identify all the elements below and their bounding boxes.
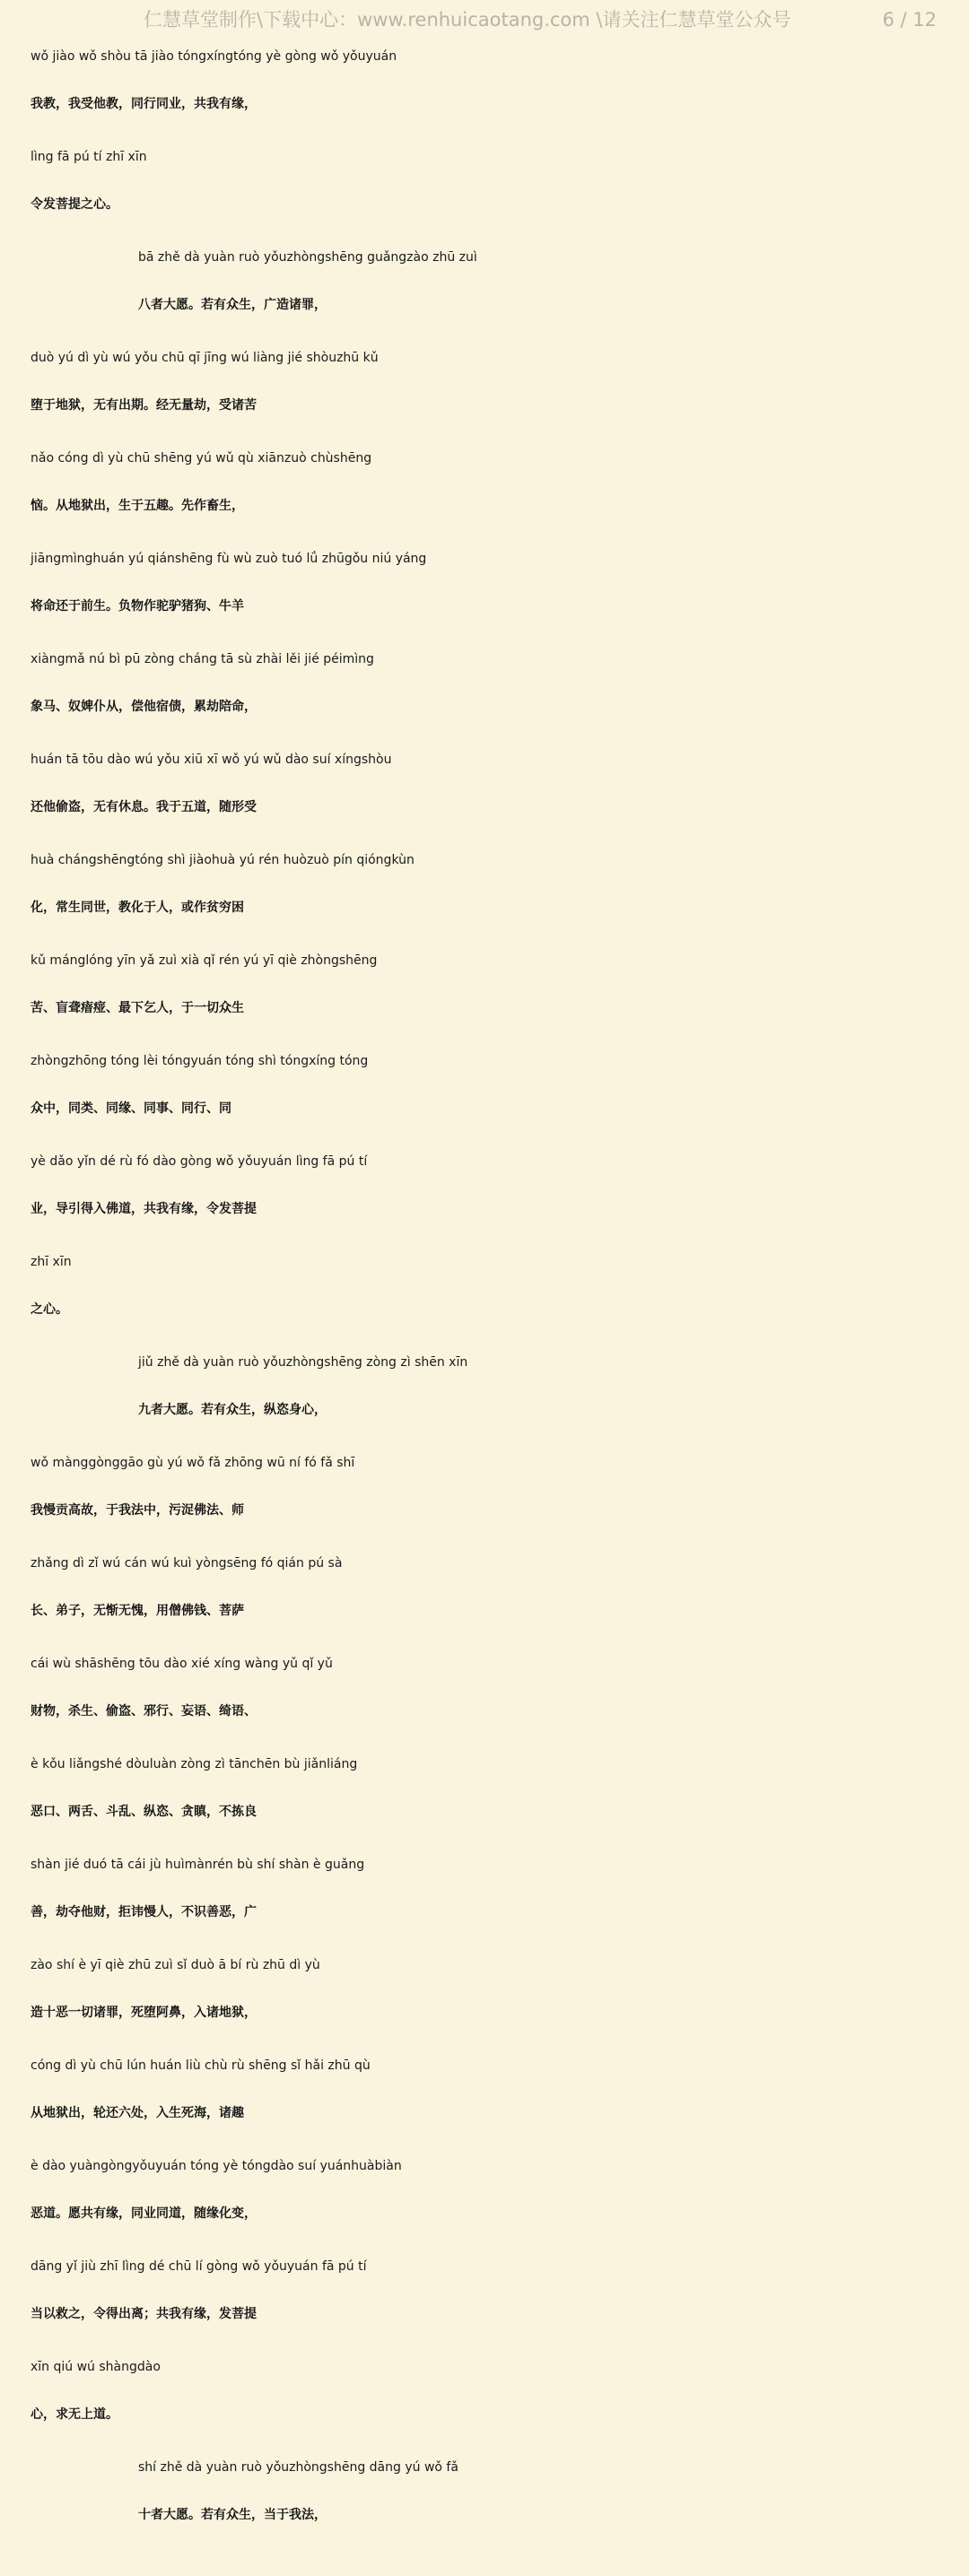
pinyin-row: jiāngmìnghuán yú qiánshēng fù wù zuò tuó lǘ zhūgǒu niú yáng — [31, 552, 427, 566]
pinyin-row: huà chángshēngtóng shì jiàohuà yú rén huòzuò pín qióngkùn — [31, 853, 415, 867]
text-line — [31, 2452, 946, 2553]
hanzi-row: 象马、奴婢仆从，偿他宿债，累劫陪命， — [31, 700, 257, 714]
text-line — [31, 1849, 946, 1950]
hanzi-row: 之心。 — [31, 1302, 68, 1317]
hanzi-row: 我慢贡高故，于我法中，污浞佛法、师 — [31, 1503, 244, 1518]
pinyin-row: zào shí è yī qiè zhū zuì sǐ duò ā bí rù zhū dì yù — [31, 1958, 320, 1972]
hanzi-row: 众中，同类、同缘、同事、同行、同 — [31, 1101, 231, 1116]
text-line — [31, 544, 946, 644]
text-line — [31, 1950, 946, 2050]
pinyin-row: kǔ mánglóng yīn yǎ zuì xià qǐ rén yú yī qiè zhòngshēng — [31, 953, 378, 968]
text-line — [31, 2352, 946, 2452]
hanzi-row: 九者大愿。若有众生，纵恣身心， — [138, 1403, 327, 1417]
pinyin-row: shàn jié duó tā cái jù huìmànrén bù shí shàn è guǎng — [31, 1858, 365, 1872]
hanzi-row: 心，求无上道。 — [31, 2407, 118, 2422]
hanzi-row: 还他偷盗，无有休息。我于五道，随形受 — [31, 800, 257, 814]
text-line — [31, 443, 946, 544]
pinyin-row: bā zhě dà yuàn ruò yǒuzhòngshēng guǎngzào zhū zuì — [138, 250, 477, 265]
pinyin-row: è kǒu liǎngshé dòuluàn zòng zì tānchēn bù jiǎnliáng — [31, 1757, 358, 1771]
pinyin-row: shí zhě dà yuàn ruò yǒuzhòngshēng dāng yú wǒ fǎ — [138, 2460, 458, 2475]
hanzi-row: 从地狱出，轮还六处，入生死海，诸趣 — [31, 2106, 244, 2120]
hanzi-row: 造十恶一切诸罪，死堕阿鼻，入诸地狱， — [31, 2006, 257, 2020]
pinyin-row: wǒ mànggònggāo gù yú wǒ fǎ zhōng wū ní fó fǎ shī — [31, 1456, 355, 1470]
pinyin-row: dāng yǐ jiù zhī lìng dé chū lí gòng wǒ yǒuyuán fā pú tí — [31, 2259, 367, 2274]
text-line — [31, 1046, 946, 1146]
pinyin-row: cóng dì yù chū lún huán liù chù rù shēng sǐ hǎi zhū qù — [31, 2058, 371, 2073]
header-info: 仁慧草堂制作\下载中心：www.renhuicaotang.com \请关注仁慧草堂公众号 — [144, 9, 791, 30]
hanzi-row: 令发菩提之心。 — [31, 197, 118, 212]
page-header — [0, 0, 969, 39]
scripture-text — [31, 41, 946, 2553]
pinyin-row: zhǎng dì zǐ wú cán wú kuì yòngsēng fó qián pú sà — [31, 1556, 343, 1571]
text-line — [31, 41, 946, 142]
hanzi-row: 八者大愿。若有众生，广造诸罪， — [138, 298, 327, 312]
pinyin-row: è dào yuàngòngyǒuyuán tóng yè tóngdào suí yuánhuàbiàn — [31, 2159, 402, 2173]
text-line — [31, 1649, 946, 1749]
pinyin-row: huán tā tōu dào wú yǒu xiū xī wǒ yú wǔ dào suí xíngshòu — [31, 753, 392, 767]
text-line — [31, 2251, 946, 2352]
pinyin-row: jiǔ zhě dà yuàn ruò yǒuzhòngshēng zòng zì shēn xīn — [138, 1355, 468, 1370]
text-line — [31, 2151, 946, 2251]
text-line — [31, 1347, 946, 1448]
text-line — [31, 744, 946, 845]
text-line — [31, 1548, 946, 1649]
hanzi-row: 财物，杀生、偷盗、邪行、妄语、绮语、 — [31, 1704, 257, 1719]
hanzi-row: 恶口、两舌、斗乱、纵恣、贪瞋，不拣良 — [31, 1805, 257, 1819]
text-line — [31, 644, 946, 744]
hanzi-row: 我教，我受他教，同行同业，共我有缘， — [31, 97, 257, 111]
page-number: 6 / 12 — [882, 9, 937, 30]
hanzi-row: 化，常生同世，教化于人，或作贫穷困 — [31, 901, 244, 915]
pinyin-row: cái wù shāshēng tōu dào xié xíng wàng yǔ qǐ yǔ — [31, 1657, 333, 1671]
hanzi-row: 十者大愿。若有众生，当于我法， — [138, 2508, 327, 2522]
pinyin-row: xīn qiú wú shàngdào — [31, 2360, 161, 2374]
hanzi-row: 当以救之，令得出离；共我有缘，发菩提 — [31, 2307, 257, 2321]
hanzi-row: 将命还于前生。负物作驼驴猪狗、牛羊 — [31, 599, 244, 614]
hanzi-row: 恶道。愿共有缘，同业同道，随缘化变， — [31, 2206, 257, 2221]
hanzi-row: 堕于地狱，无有出期。经无量劫，受诸苦 — [31, 398, 257, 413]
pinyin-row: zhòngzhōng tóng lèi tóngyuán tóng shì tóngxíng tóng — [31, 1054, 369, 1068]
text-line — [31, 142, 946, 242]
text-line — [31, 242, 946, 343]
pinyin-row: wǒ jiào wǒ shòu tā jiào tóngxíngtóng yè gòng wǒ yǒuyuán — [31, 49, 397, 64]
text-line — [31, 1448, 946, 1548]
hanzi-row: 苦、盲聋瘖痖、最下乞人，于一切众生 — [31, 1001, 244, 1015]
text-line — [31, 1749, 946, 1849]
pinyin-row: xiàngmǎ nú bì pū zòng cháng tā sù zhài lěi jié péimìng — [31, 652, 374, 666]
text-line — [31, 343, 946, 443]
hanzi-row: 恼。从地狱出，生于五趣。先作畜生， — [31, 499, 244, 513]
text-line — [31, 845, 946, 945]
hanzi-row: 长、弟子，无惭无愧，用僧佛钱、菩萨 — [31, 1604, 244, 1618]
text-line — [31, 2050, 946, 2151]
pinyin-row: lìng fā pú tí zhī xīn — [31, 150, 147, 164]
text-line — [31, 945, 946, 1046]
pinyin-row: zhī xīn — [31, 1255, 72, 1269]
pinyin-row: nǎo cóng dì yù chū shēng yú wǔ qù xiānzuò chùshēng — [31, 451, 372, 466]
text-line — [31, 1247, 946, 1347]
pinyin-row: duò yú dì yù wú yǒu chū qī jīng wú liàng jié shòuzhū kǔ — [31, 351, 379, 365]
pinyin-row: yè dǎo yǐn dé rù fó dào gòng wǒ yǒuyuán lìng fā pú tí — [31, 1154, 368, 1169]
text-line — [31, 1146, 946, 1247]
hanzi-row: 业，导引得入佛道，共我有缘，令发菩提 — [31, 1202, 257, 1216]
hanzi-row: 善，劫夺他财，拒讳慢人，不识善恶，广 — [31, 1905, 257, 1919]
